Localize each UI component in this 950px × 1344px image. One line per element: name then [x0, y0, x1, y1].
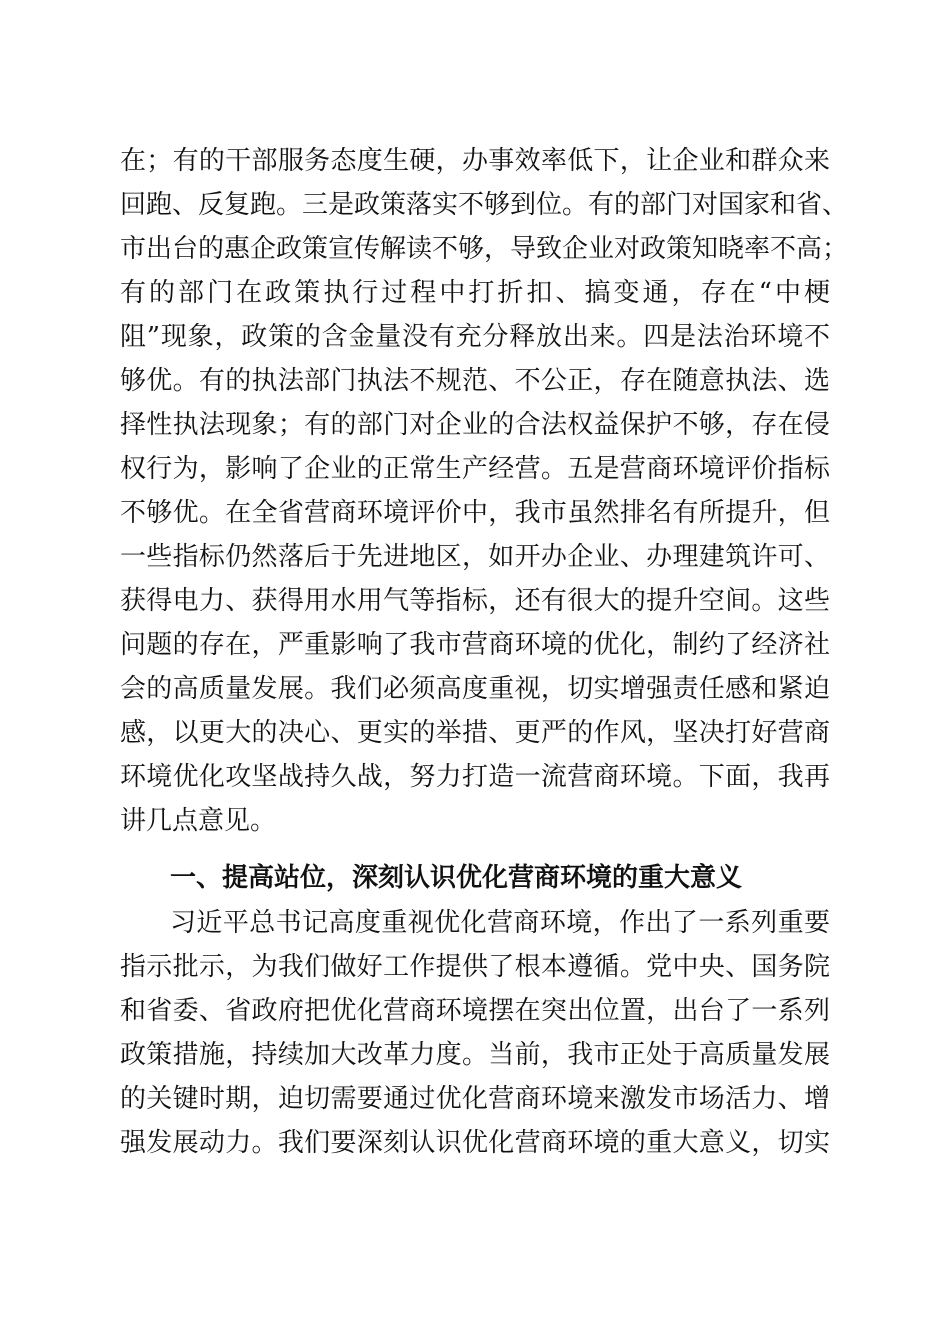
body-text-line: 讲几点意见。 [120, 806, 277, 836]
body-text-line: 的关键时期，迫切需要通过优化营商环境来激发市场活力、增 [120, 1084, 830, 1114]
body-text-line: 政策措施，持续加大改革力度。当前，我市正处于高质量发展 [120, 1040, 830, 1070]
body-text-line: 一些指标仍然落后于先进地区，如开办企业、办理建筑许可、 [120, 542, 830, 572]
body-text-line: 阻”现象，政策的含金量没有充分释放出来。四是法治环境不 [120, 322, 830, 352]
body-text-line: 感，以更大的决心、更实的举措、更严的作风，坚决打好营商 [120, 718, 830, 748]
body-text-line: 市出台的惠企政策宣传解读不够，导致企业对政策知晓率不高； [120, 234, 849, 264]
body-text-line: 会的高质量发展。我们必须高度重视，切实增强责任感和紧迫 [120, 674, 830, 704]
body-text-line: 在；有的干部服务态度生硬，办事效率低下，让企业和群众来 [120, 146, 830, 176]
body-text-line: 回跑、反复跑。三是政策落实不够到位。有的部门对国家和省、 [120, 190, 849, 220]
body-text-line: 权行为，影响了企业的正常生产经营。五是营商环境评价指标 [120, 454, 830, 484]
body-text-line: 够优。有的执法部门执法不规范、不公正，存在随意执法、选 [120, 366, 830, 396]
body-text-line: 有的部门在政策执行过程中打折扣、搞变通，存在“中梗 [120, 278, 830, 308]
body-text-line: 环境优化攻坚战持久战，努力打造一流营商环境。下面，我再 [120, 762, 830, 792]
body-text-line: 和省委、省政府把优化营商环境摆在突出位置，出台了一系列 [120, 996, 830, 1026]
body-text-line: 获得电力、获得用水用气等指标，还有很大的提升空间。这些 [120, 586, 830, 616]
body-text-line: 不够优。在全省营商环境评价中，我市虽然排名有所提升，但 [120, 498, 830, 528]
body-text-line: 择性执法现象；有的部门对企业的合法权益保护不够，存在侵 [120, 410, 830, 440]
body-text-line: 强发展动力。我们要深刻认识优化营商环境的重大意义，切实 [120, 1128, 830, 1158]
body-text-line: 指示批示，为我们做好工作提供了根本遵循。党中央、国务院 [120, 952, 830, 982]
body-text-line: 习近平总书记高度重视优化营商环境，作出了一系列重要 [170, 908, 830, 938]
section-heading: 一、提高站位，深刻认识优化营商环境的重大意义 [170, 863, 743, 893]
body-text-line: 问题的存在，严重影响了我市营商环境的优化，制约了经济社 [120, 630, 830, 660]
